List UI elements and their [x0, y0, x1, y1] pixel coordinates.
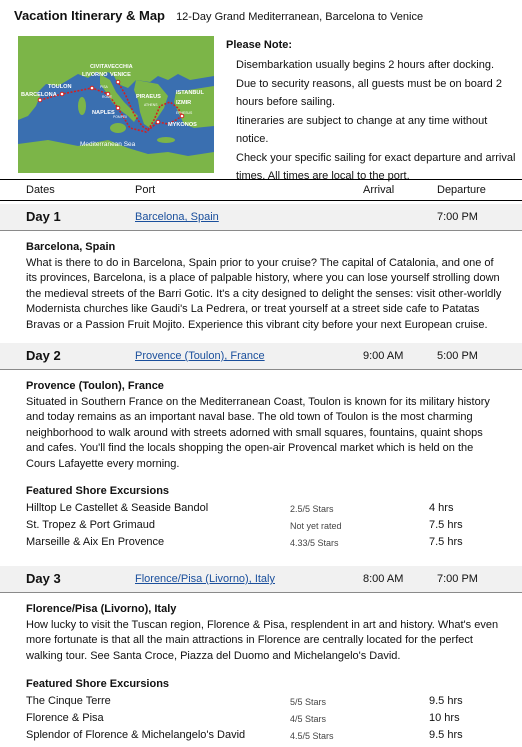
departure-time: 5:00 PM: [437, 350, 478, 362]
map-marker-naples: [116, 106, 120, 110]
map-label-toulon: TOULON: [48, 84, 72, 90]
excursion-row[interactable]: [26, 536, 506, 553]
arrival-time: 8:00 AM: [363, 573, 404, 585]
excursion-name: Florence & Pisa: [26, 712, 104, 724]
port-link[interactable]: Barcelona, Spain: [135, 211, 219, 223]
port-link[interactable]: Florence/Pisa (Livorno), Italy: [135, 573, 275, 585]
port-description: [26, 240, 502, 333]
departure-time: 7:00 PM: [437, 211, 478, 223]
map-label-civitavecchia: CIVITAVECCHIA: [90, 64, 133, 70]
excursion-duration: 7.5 hrs: [429, 536, 463, 548]
excursion-name: Marseille & Aix En Provence: [26, 536, 165, 548]
excursion-row[interactable]: [26, 695, 506, 712]
map-label-pisa: PISA: [100, 85, 108, 89]
map-label-venice: VENICE: [110, 72, 131, 78]
map-marker-livorno: [90, 86, 94, 90]
day-row: [0, 204, 522, 231]
note-list: [226, 56, 516, 186]
excursion-rating: 4.5/5 Stars: [290, 731, 334, 741]
excursions-heading: Featured Shore Excursions: [26, 485, 170, 497]
map-label-athens: ATHENS: [144, 103, 158, 107]
note-item: Disembarkation usually begins 2 hours after docking.: [236, 59, 495, 71]
map-marker-piraeus: [156, 120, 160, 124]
page-subtitle: 12-Day Grand Mediterranean, Barcelona to Venice: [176, 11, 424, 23]
map-label-sea: Mediterranean Sea: [80, 141, 136, 148]
port-description-text: Situated in Southern France on the Mediterranean Coast, Toulon is known for its military history and today remains as an important naval base. The old town of Toulon is the most charming neighborhood to walk around with streets adorned with small squares, fountains, quaint shops and cafes. You'll find the locals shopping the open-air Provencal market which is held on the Cours Lafayette every morning.: [26, 395, 490, 470]
map-label-ephesus: EPHESUS: [176, 111, 193, 115]
excursion-row[interactable]: [26, 712, 506, 729]
day-label: Day 1: [26, 209, 61, 224]
note-item: Itineraries are subject to change at any time without notice.: [236, 114, 488, 145]
map-marker-venice: [116, 80, 120, 84]
excursion-name: Splendor of Florence & Michelangelo's David: [26, 729, 246, 741]
day-row: [0, 566, 522, 593]
excursion-row[interactable]: [26, 519, 506, 536]
excursion-row[interactable]: [26, 729, 506, 746]
note-item: Check your specific sailing for exact departure and arrival times. All times are local to the port.: [236, 151, 516, 182]
column-arrival: Arrival: [363, 184, 395, 196]
excursion-duration: 7.5 hrs: [429, 519, 463, 531]
map-label-barcelona: BARCELONA: [21, 92, 57, 98]
map-marker-barcelona: [38, 98, 42, 102]
port-description-text: How lucky to visit the Tuscan region, Florence & Pisa, resplendent in art and history. What's even more fortunate is that all the main attractions in Florence are centrally located for the perfect walking tour. See Santa Croce, Piazza del Duomo and Michelangelo's David.: [26, 618, 499, 662]
map-label-izmir: IZMIR: [176, 100, 192, 106]
map-label-livorno: LIVORNO: [82, 72, 108, 78]
excursion-rating: 2.5/5 Stars: [290, 504, 334, 514]
excursions-heading: Featured Shore Excursions: [26, 678, 170, 690]
map-label-istanbul: ISTANBUL: [176, 90, 204, 96]
port-heading: Florence/Pisa (Livorno), Italy: [26, 603, 177, 615]
port-link[interactable]: Provence (Toulon), France: [135, 350, 265, 362]
excursion-rating: 5/5 Stars: [290, 697, 327, 707]
note-item: Due to security reasons, all guests must be on board 2 hours before sailing.: [236, 77, 502, 108]
port-heading: Barcelona, Spain: [26, 241, 116, 253]
excursion-name: The Cinque Terre: [26, 695, 111, 707]
column-dates: Dates: [26, 184, 55, 196]
please-note: [226, 36, 516, 186]
day-label: Day 3: [26, 571, 61, 586]
excursion-name: St. Tropez & Port Grimaud: [26, 519, 155, 531]
excursion-duration: 9.5 hrs: [429, 695, 463, 707]
port-heading: Provence (Toulon), France: [26, 380, 164, 392]
column-departure: Departure: [437, 184, 486, 196]
map-label-piraeus: PIRAEUS: [136, 94, 161, 100]
excursion-rating: 4.33/5 Stars: [290, 538, 339, 548]
itinerary-column-headers: [0, 179, 522, 201]
map-label-pompeii: POMPEII: [113, 115, 128, 119]
page-header: [14, 8, 423, 23]
page-title: Vacation Itinerary & Map: [14, 8, 165, 23]
excursion-duration: 4 hrs: [429, 502, 454, 514]
day-row: [0, 343, 522, 370]
day-label: Day 2: [26, 348, 61, 363]
map-label-rome: ROME: [102, 95, 113, 99]
arrival-time: 9:00 AM: [363, 350, 404, 362]
departure-time: 7:00 PM: [437, 573, 478, 585]
port-description: [26, 379, 502, 472]
note-title: Please Note:: [226, 39, 293, 51]
excursion-row[interactable]: [26, 502, 506, 519]
map-label-mykonos: MYKONOS: [168, 122, 197, 128]
excursion-name: Hilltop Le Castellet & Seaside Bandol: [26, 502, 209, 514]
excursion-rating: Not yet rated: [290, 521, 342, 531]
port-description: [26, 602, 502, 664]
itinerary-map[interactable]: [18, 36, 214, 173]
map-label-naples: NAPLES: [92, 110, 115, 116]
column-port: Port: [135, 184, 156, 196]
map-marker-toulon: [60, 92, 64, 96]
excursion-duration: 10 hrs: [429, 712, 460, 724]
excursion-rating: 4/5 Stars: [290, 714, 327, 724]
excursion-duration: 9.5 hrs: [429, 729, 463, 741]
port-description-text: What is there to do in Barcelona, Spain prior to your cruise? The capital of Catalonia, and one of its provinces, Barcelona, is a place of palpable history, where you can lose yourself strolling down the medieval streets of the Barri Gotic. It's a city designed to delight the senses: visit other-worldly Modernista churches like Gaudi's La Pedrera, or treat yourself at a street side cafe to Patatas Bravas or a Passion Fruit Mojito. Experience this vibrant city before your next European cruise.: [26, 256, 502, 331]
